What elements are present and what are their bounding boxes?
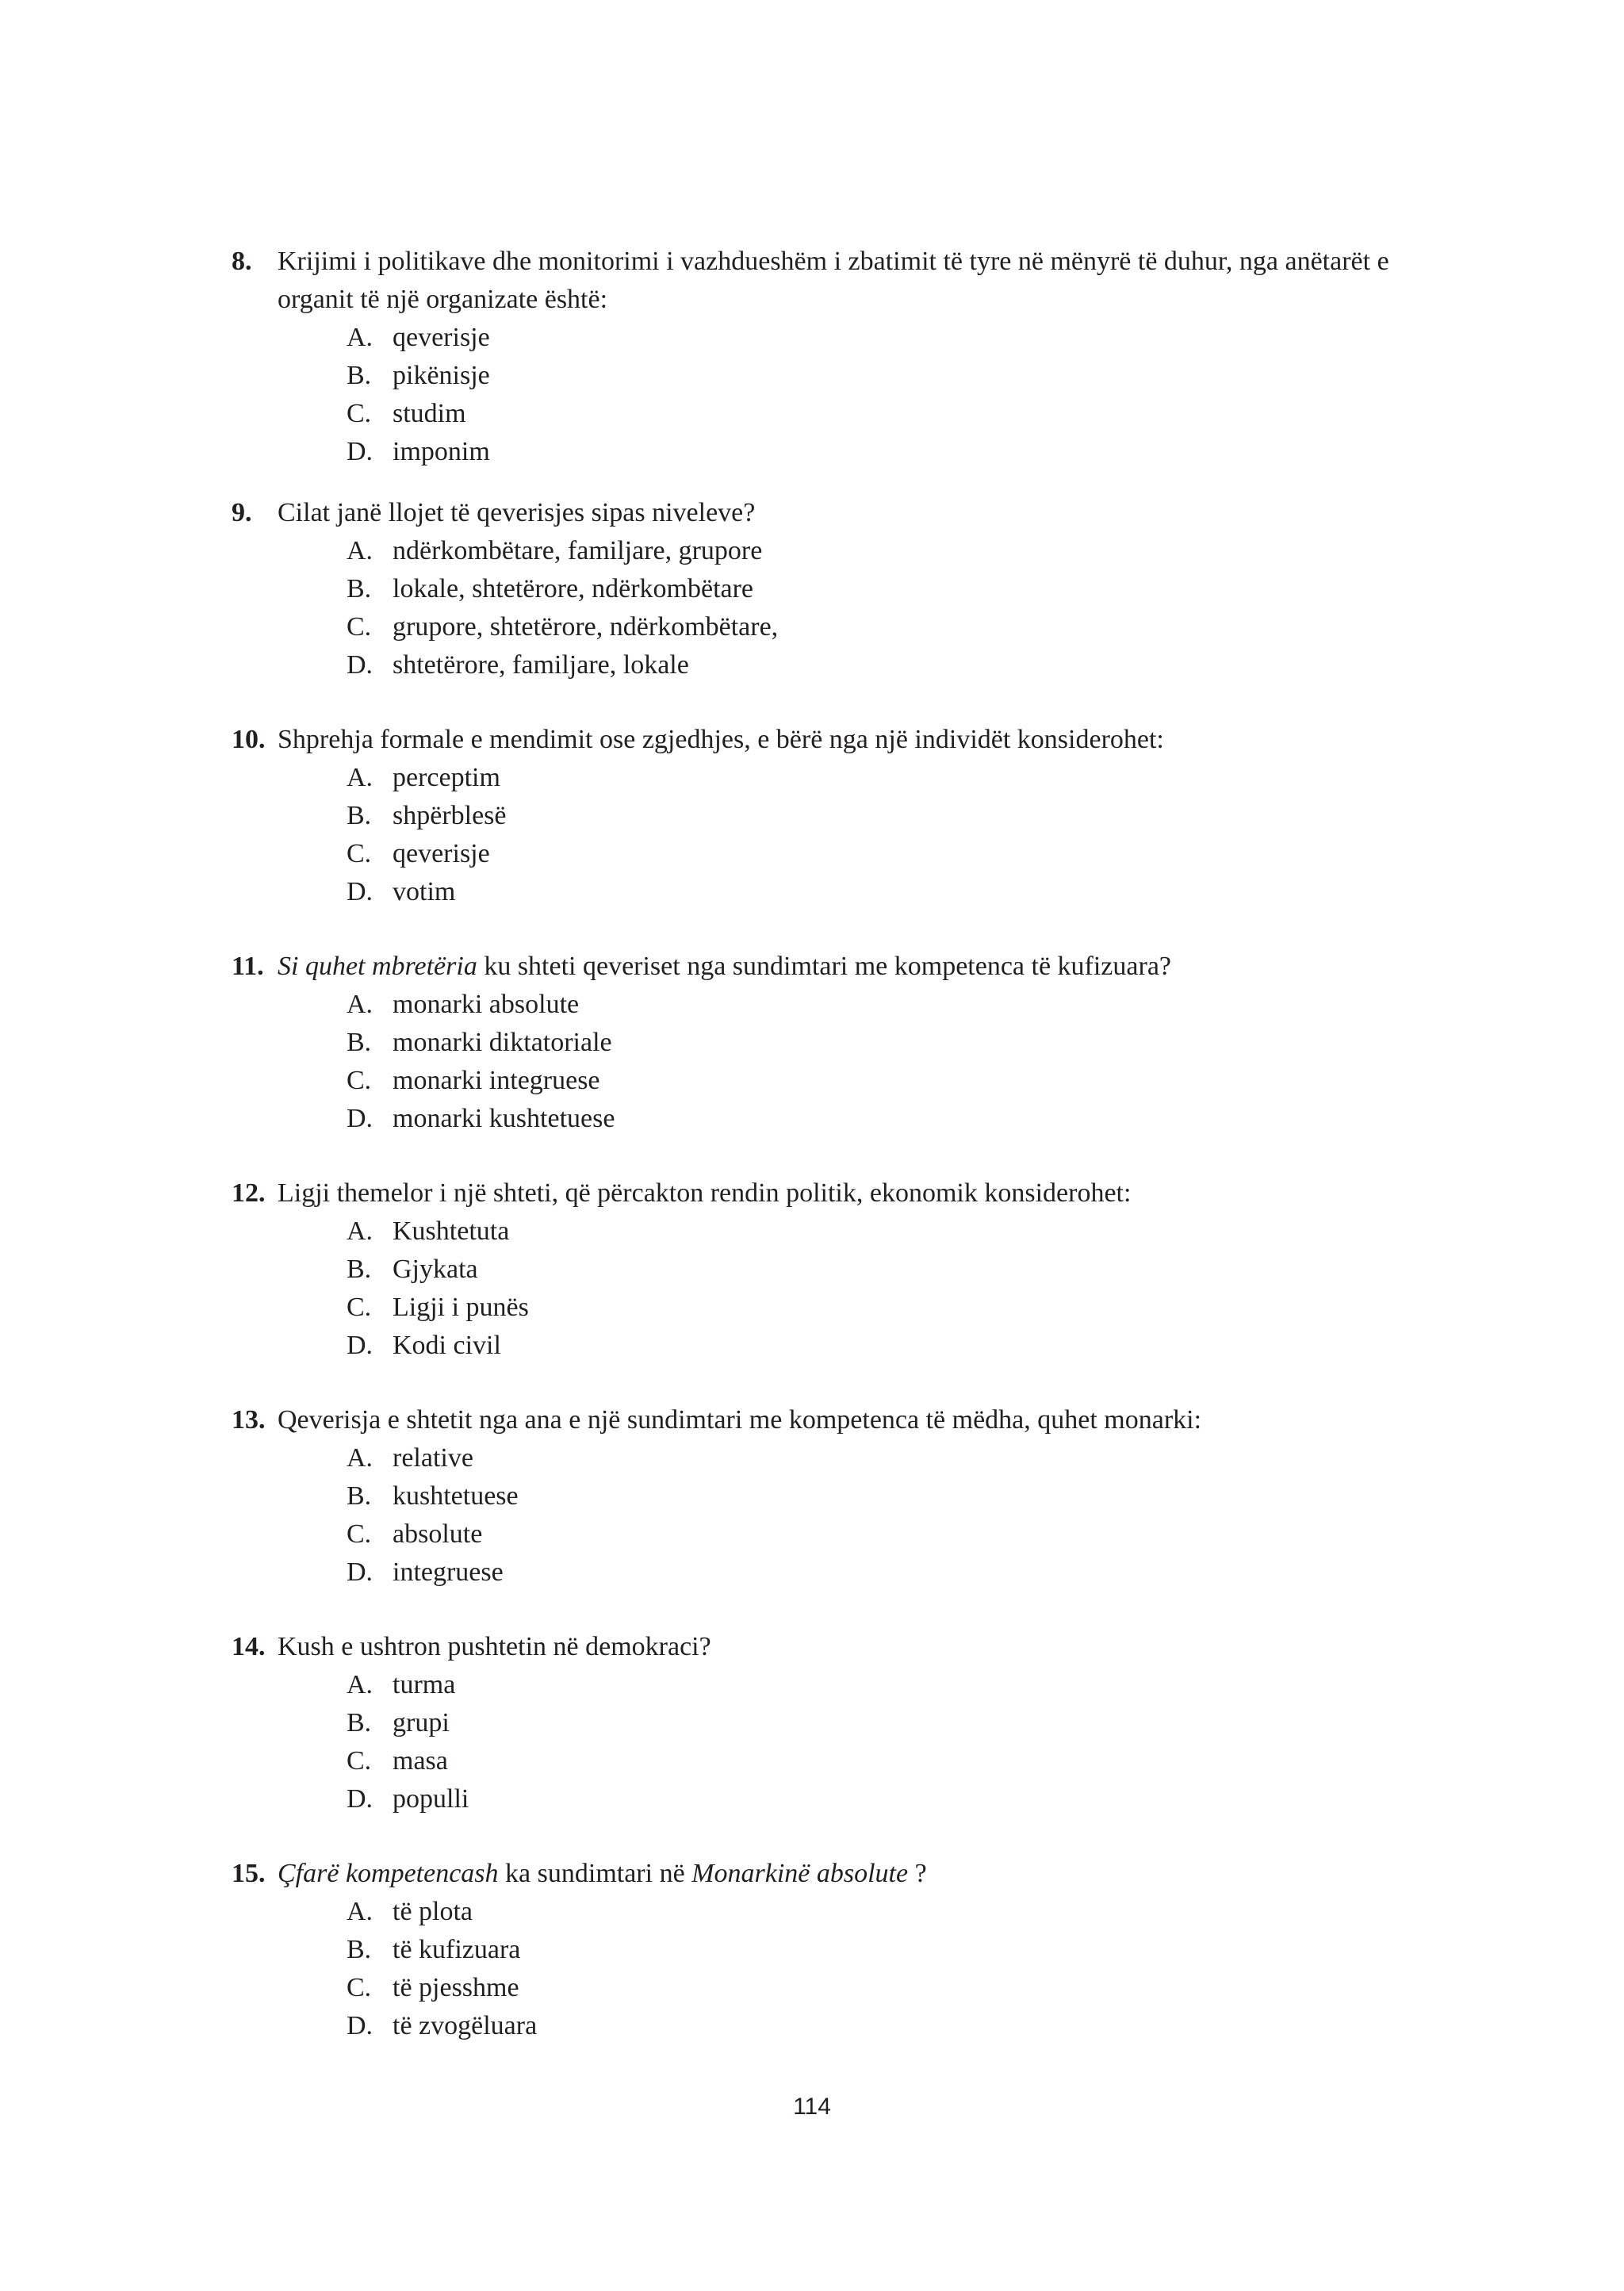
option-text: monarki integruese [393,1066,600,1095]
answer-option [232,1969,1389,2007]
option-letter: A. [347,1897,373,1926]
question-text [278,494,1389,532]
option-text: monarki diktatoriale [393,1028,612,1057]
answer-options [232,759,1389,911]
answer-options [232,986,1389,1138]
answer-options [232,319,1389,471]
answer-option [232,1515,1389,1554]
option-letter: A. [347,1216,373,1246]
question-text-italic: Çfarë kompetencash [278,1859,499,1888]
question-item [232,948,1389,1138]
question-item [232,1855,1389,2045]
answer-option [232,2007,1389,2045]
answer-options [232,1439,1389,1592]
option-text: imponim [393,437,490,466]
option-letter: A. [347,1443,373,1473]
option-text: shpërblesë [393,801,507,830]
question-item [232,1174,1389,1365]
question-header [232,721,1389,759]
option-letter: B. [347,1028,372,1057]
option-letter: A. [347,536,373,565]
option-text: kushtetuese [393,1481,519,1511]
question-text-italic: Si quhet mbretëria [278,952,477,981]
option-letter: D. [347,437,373,466]
option-letter: B. [347,1708,372,1737]
answer-option [232,1100,1389,1138]
question-text [278,1628,1389,1666]
answer-option [232,1477,1389,1515]
option-text: të zvogëluara [393,2011,538,2040]
answer-option [232,357,1389,395]
answer-option [232,1704,1389,1742]
question-text [278,721,1389,759]
question-text [278,948,1389,986]
option-letter: C. [347,1293,372,1322]
option-text: grupi [393,1708,450,1737]
question-header [232,243,1389,319]
option-letter: B. [347,1481,372,1511]
option-text: ndërkombëtare, familjare, grupore [393,536,763,565]
option-letter: C. [347,1519,372,1549]
option-text: të kufizuara [393,1935,521,1964]
answer-option [232,532,1389,570]
question-text-italic: Monarkinë absolute [691,1859,909,1888]
option-letter: D. [347,650,373,680]
option-text: Kushtetuta [393,1216,510,1246]
option-text: grupore, shtetërore, ndërkombëtare, [393,612,779,642]
option-text: të pjesshme [393,1973,519,2002]
question-text-segment: Cilat janë llojet të qeverisjes sipas niveleve? [278,498,756,527]
option-text: të plota [393,1897,473,1926]
question-header [232,1174,1389,1213]
option-letter: B. [347,574,372,603]
answer-option [232,873,1389,911]
question-header [232,1855,1389,1893]
option-text: relative [393,1443,473,1473]
question-item [232,243,1389,471]
question-text-segment: ka sundimtari në [498,1859,692,1888]
option-letter: A. [347,763,373,792]
answer-option [232,646,1389,684]
answer-option [232,759,1389,797]
answer-option [232,1327,1389,1365]
answer-option [232,1251,1389,1289]
question-header [232,1401,1389,1439]
answer-option [232,1666,1389,1704]
question-item [232,721,1389,911]
question-number: 8. [232,247,252,276]
option-letter: B. [347,361,372,390]
option-letter: B. [347,1255,372,1284]
answer-option [232,1893,1389,1931]
option-letter: A. [347,323,373,352]
answer-option [232,1062,1389,1100]
option-text: perceptim [393,763,500,792]
answer-option [232,986,1389,1024]
question-number: 15. [232,1859,266,1888]
question-text-segment: ku shteti qeveriset nga sundimtari me kompetenca të kufizuara? [477,952,1171,981]
option-text: lokale, shtetërore, ndërkombëtare [393,574,754,603]
answer-option [232,797,1389,835]
option-letter: C. [347,1066,372,1095]
question-number: 9. [232,498,252,527]
answer-option [232,1439,1389,1477]
option-text: Kodi civil [393,1331,501,1360]
question-text [278,1401,1389,1439]
question-text-segment: Krijimi i politikave dhe monitorimi i vazhdueshëm i zbatimit të tyre në mënyrë të duhur, nga anëtarët e organit të një organizate është: [278,247,1389,314]
option-letter: D. [347,2011,373,2040]
option-text: monarki absolute [393,990,580,1019]
option-text: shtetërore, familjare, lokale [393,650,689,680]
question-header [232,1628,1389,1666]
option-letter: C. [347,399,372,428]
question-number: 14. [232,1632,266,1661]
question-number: 12. [232,1178,266,1208]
question-item [232,1628,1389,1818]
option-letter: C. [347,1973,372,2002]
option-letter: C. [347,839,372,868]
question-text [278,243,1389,319]
answer-option [232,1554,1389,1592]
option-letter: D. [347,1784,373,1814]
answer-option [232,395,1389,433]
option-text: absolute [393,1519,483,1549]
question-item [232,494,1389,684]
option-letter: D. [347,877,373,906]
question-number: 10. [232,725,266,754]
option-letter: A. [347,1670,373,1699]
option-letter: D. [347,1104,373,1133]
answer-options [232,532,1389,684]
option-text: pikënisje [393,361,490,390]
question-number: 11. [232,952,264,981]
option-letter: B. [347,801,372,830]
page-number: 114 [793,2094,831,2120]
question-text-segment: Ligji themelor i një shteti, që përcakton rendin politik, ekonomik konsiderohet: [278,1178,1132,1208]
question-header [232,494,1389,532]
option-text: integruese [393,1557,504,1587]
answer-options [232,1213,1389,1365]
option-text: turma [393,1670,456,1699]
answer-option [232,835,1389,873]
option-text: populli [393,1784,469,1814]
answer-option [232,1780,1389,1818]
question-text [278,1174,1389,1213]
option-text: qeverisje [393,323,490,352]
option-text: qeverisje [393,839,490,868]
question-item [232,1401,1389,1592]
answer-option [232,608,1389,646]
option-letter: B. [347,1935,372,1964]
answer-option [232,1742,1389,1780]
question-text-segment: ? [908,1859,927,1888]
option-letter: D. [347,1331,373,1360]
option-text: Ligji i punës [393,1293,529,1322]
question-text-segment: Qeverisja e shtetit nga ana e një sundimtari me kompetenca të mëdha, quhet monarki: [278,1405,1202,1435]
option-letter: C. [347,1746,372,1776]
answer-option [232,1213,1389,1251]
option-text: Gjykata [393,1255,478,1284]
answer-options [232,1893,1389,2045]
option-text: masa [393,1746,448,1776]
option-text: votim [393,877,456,906]
option-letter: C. [347,612,372,642]
answer-option [232,1289,1389,1327]
option-text: studim [393,399,466,428]
answer-option [232,319,1389,357]
answer-option [232,1024,1389,1062]
answer-options [232,1666,1389,1818]
answer-option [232,1931,1389,1969]
answer-option [232,570,1389,608]
option-text: monarki kushtetuese [393,1104,615,1133]
option-letter: D. [347,1557,373,1587]
answer-option [232,433,1389,471]
question-number: 13. [232,1405,266,1435]
question-text-segment: Shprehja formale e mendimit ose zgjedhjes, e bërë nga një individët konsiderohet: [278,725,1164,754]
question-header [232,948,1389,986]
question-text-segment: Kush e ushtron pushtetin në demokraci? [278,1632,711,1661]
question-text [278,1855,1389,1893]
option-letter: A. [347,990,373,1019]
